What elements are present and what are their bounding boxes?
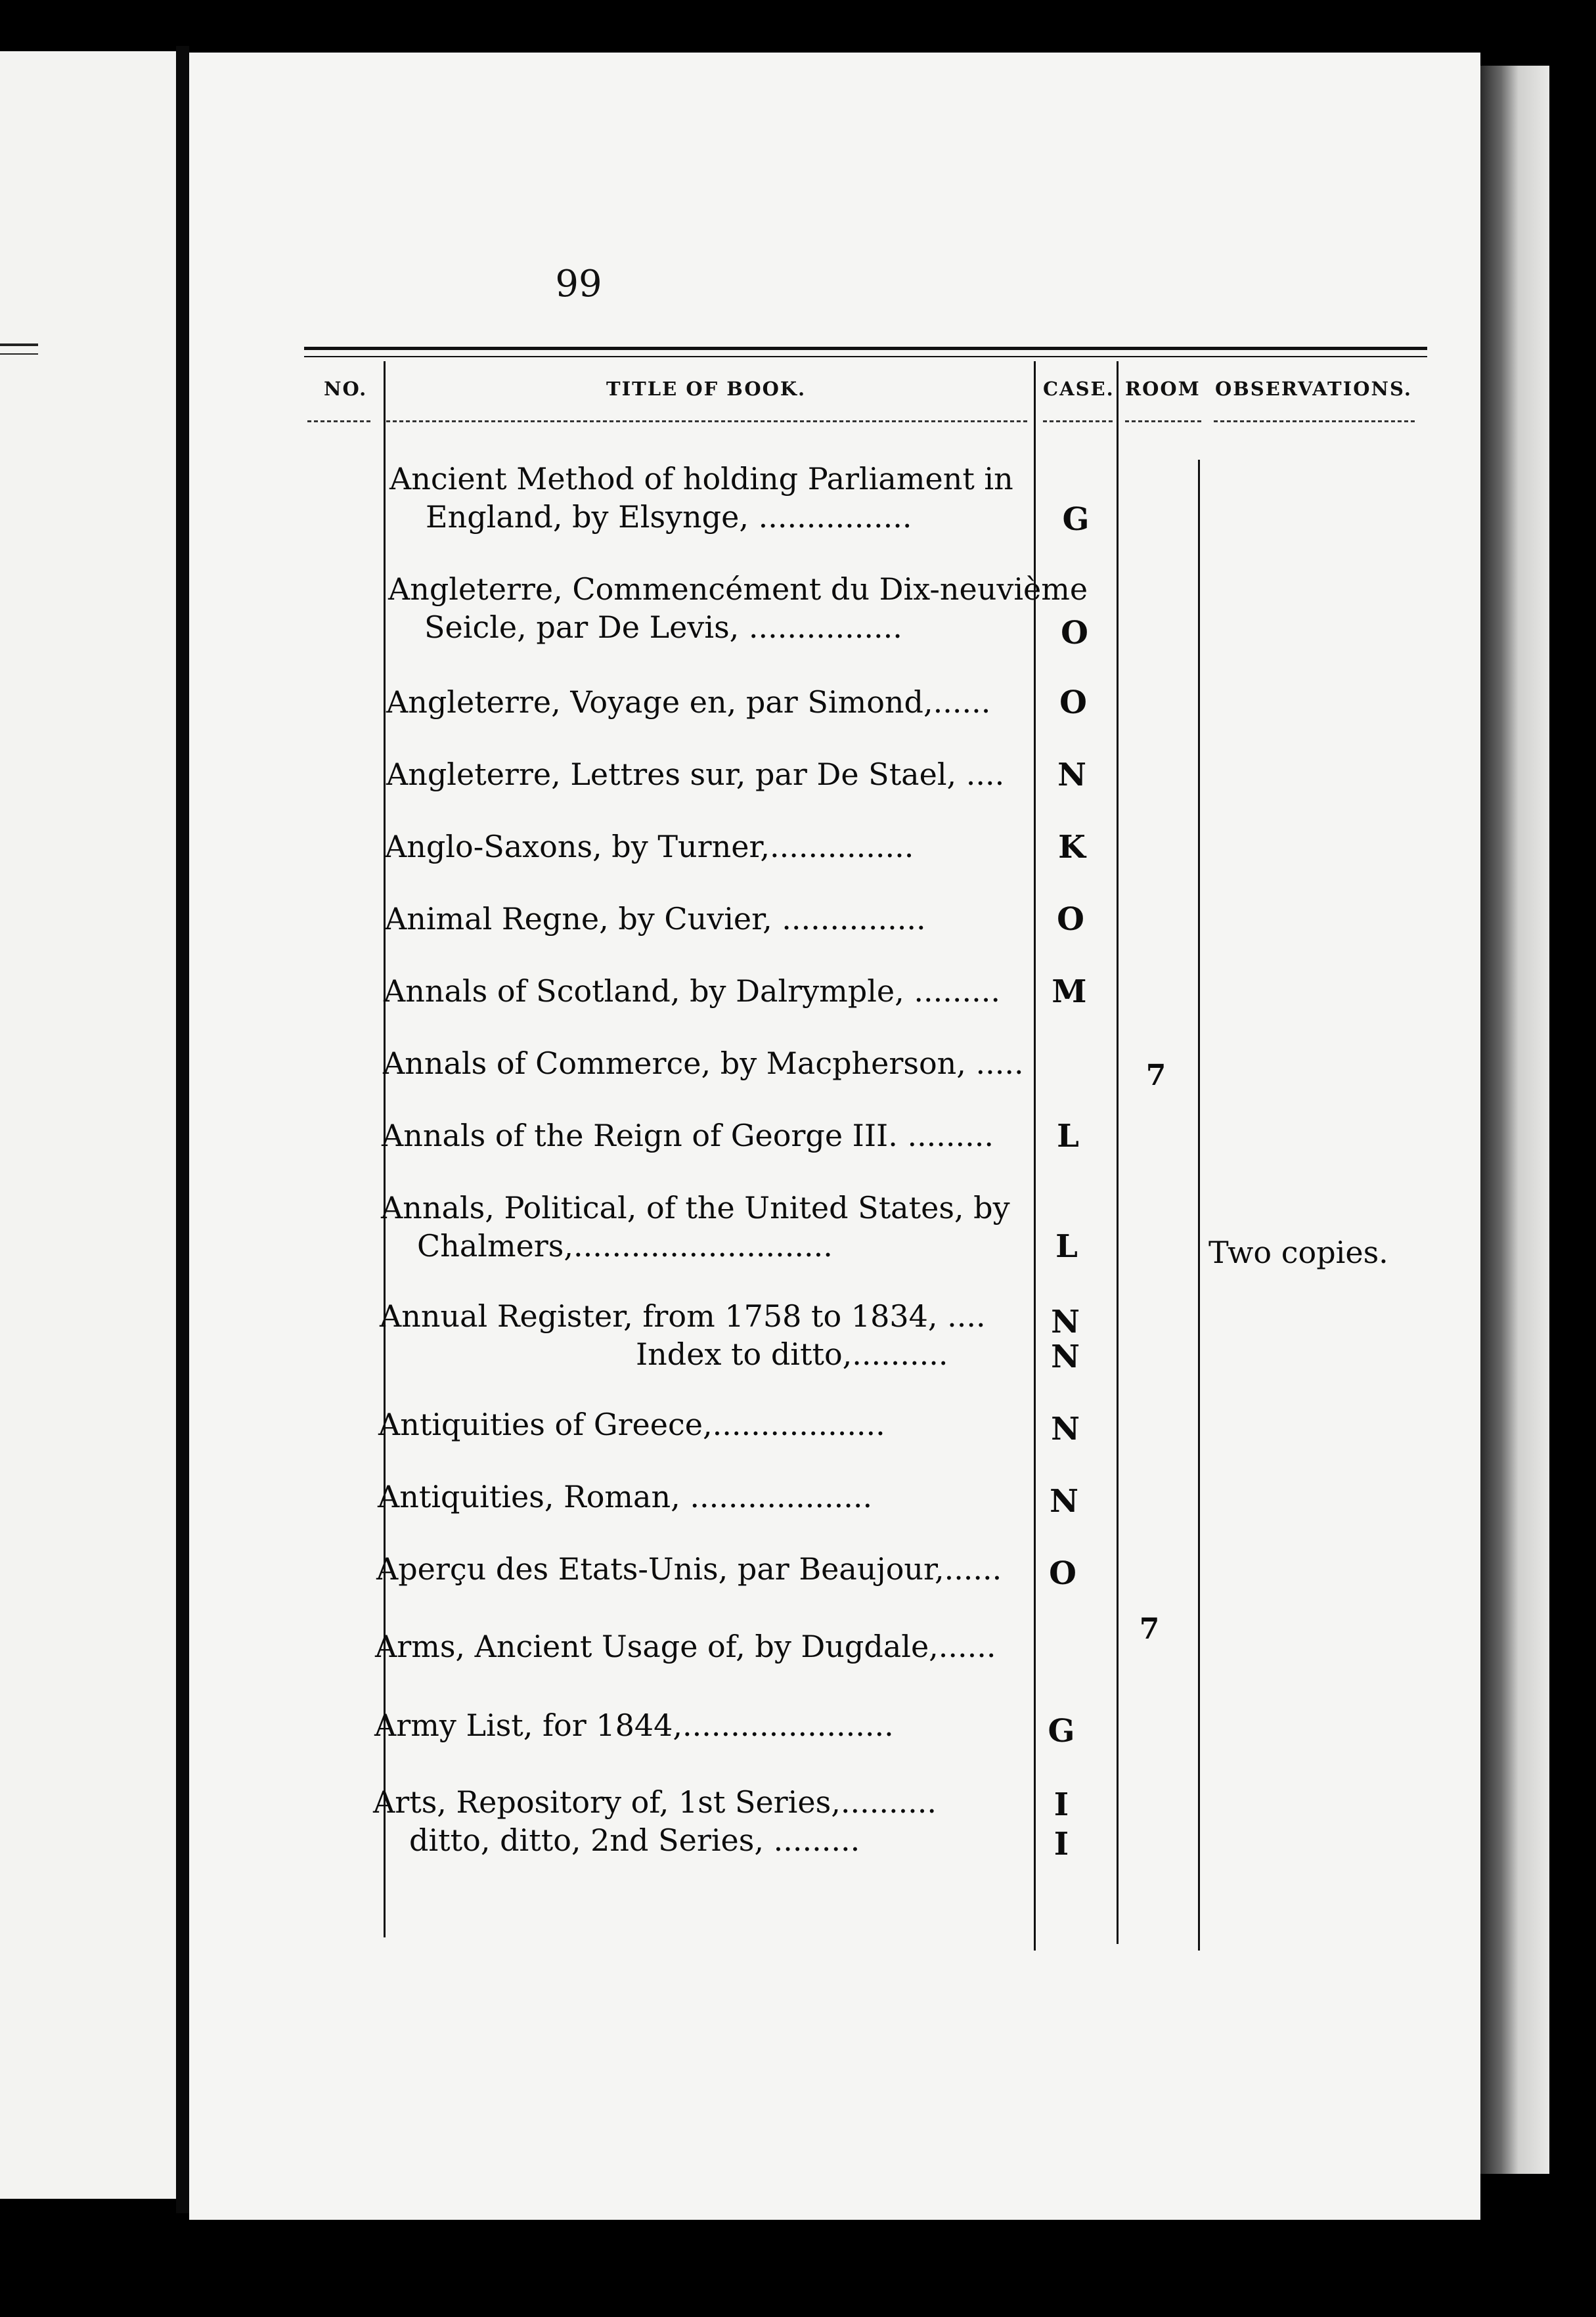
room-number: 7 (1139, 1612, 1160, 1646)
case-letter: N (1050, 1483, 1078, 1520)
book-title-entry (386, 683, 990, 721)
title-line: Arms, Ancient Usage of, by Dugdale,...... (375, 1629, 996, 1664)
left-page-edge (0, 51, 176, 2199)
header-case: CASE. (1043, 378, 1115, 400)
case-letter: N (1051, 1411, 1080, 1447)
case-letter: O (1049, 1555, 1076, 1592)
header-observations: OBSERVATIONS. (1215, 378, 1412, 400)
title-line: Animal Regne, by Cuvier, ............... (385, 901, 926, 937)
book-title-entry (388, 570, 1088, 646)
observation-note: Two copies. (1208, 1235, 1388, 1270)
book-title-entry (385, 828, 914, 866)
case-letter: O (1057, 901, 1084, 938)
title-line: Ancient Method of holding Parliament in (389, 461, 1013, 496)
book-title-entry (380, 1297, 986, 1373)
book-title-entry (383, 1044, 1024, 1082)
header-title: TITLE OF BOOK. (606, 378, 807, 400)
case-letter: N (1051, 1338, 1080, 1375)
page-edge (1480, 66, 1549, 2174)
book-title-entry (376, 1550, 1002, 1588)
title-line: England, by Elsynge, ................ (426, 499, 912, 535)
header-rule (304, 356, 1427, 357)
title-line: Annals, Political, of the United States, by (381, 1190, 1010, 1225)
book-title-entry (386, 755, 1004, 793)
case-letter: O (1059, 684, 1087, 721)
column-rule-room (1198, 460, 1200, 1951)
book-title-entry (381, 1189, 1010, 1265)
case-letter: G (1048, 1713, 1075, 1750)
header-underline (1214, 420, 1417, 422)
title-line: Angleterre, Lettres sur, par De Stael, .... (386, 757, 1005, 792)
catalogue-page (189, 53, 1480, 2220)
case-letter: N (1051, 1304, 1080, 1340)
title-line: Chalmers,........................... (417, 1228, 833, 1264)
column-rule-case (1117, 361, 1119, 1944)
title-line: Index to ditto,.......... (636, 1336, 948, 1372)
title-line: Seicle, par De Levis, ................ (424, 609, 902, 645)
room-number: 7 (1145, 1059, 1166, 1092)
title-line: Antiquities of Greece,.................. (378, 1407, 885, 1442)
header-underline (1043, 420, 1115, 422)
page-number: 99 (555, 263, 602, 305)
title-line: Annals of Commerce, by Macpherson, ..... (383, 1046, 1024, 1081)
title-line: ditto, ditto, 2nd Series, ......... (409, 1822, 860, 1858)
title-line: Annual Register, from 1758 to 1834, .... (380, 1298, 986, 1334)
left-page-rule (0, 343, 38, 346)
case-letter: N (1057, 757, 1086, 793)
book-title-entry (384, 972, 1000, 1010)
case-letter: I (1053, 1786, 1069, 1823)
case-letter: K (1058, 829, 1086, 866)
title-line: Army List, for 1844,...................... (374, 1708, 894, 1743)
book-gutter (176, 46, 189, 2213)
case-letter: I (1053, 1826, 1069, 1863)
title-line: Angleterre, Voyage en, par Simond,...... (386, 684, 991, 720)
book-title-entry (389, 460, 1013, 536)
title-line: Angleterre, Commencément du Dix-neuvième (388, 571, 1088, 607)
title-line: Annals of the Reign of George III. ......... (382, 1118, 994, 1153)
case-letter: M (1052, 973, 1087, 1010)
title-line: Antiquities, Roman, ................... (378, 1479, 873, 1514)
title-line: Annals of Scotland, by Dalrymple, ......... (384, 973, 1000, 1009)
case-letter: L (1057, 1118, 1079, 1155)
header-room: ROOM (1125, 378, 1201, 400)
left-page-rule (0, 353, 38, 355)
header-rule (304, 347, 1427, 350)
case-letter: G (1062, 501, 1090, 538)
title-line: Anglo-Saxons, by Turner,............... (385, 829, 914, 864)
header-underline (307, 420, 373, 422)
book-title-entry (382, 1116, 994, 1155)
book-title-entry (378, 1478, 872, 1516)
book-title-entry (374, 1706, 894, 1744)
case-letter: O (1061, 615, 1088, 651)
title-line: Aperçu des Etats-Unis, par Beaujour,...... (376, 1551, 1002, 1587)
book-title-entry (378, 1405, 885, 1444)
book-title-entry (373, 1783, 937, 1859)
book-title-entry (375, 1627, 996, 1666)
header-underline (386, 420, 1030, 422)
case-letter: L (1055, 1228, 1078, 1265)
header-underline (1125, 420, 1204, 422)
book-title-entry (385, 900, 926, 938)
title-line: Arts, Repository of, 1st Series,.......... (373, 1784, 937, 1820)
header-no: NO. (324, 378, 368, 400)
